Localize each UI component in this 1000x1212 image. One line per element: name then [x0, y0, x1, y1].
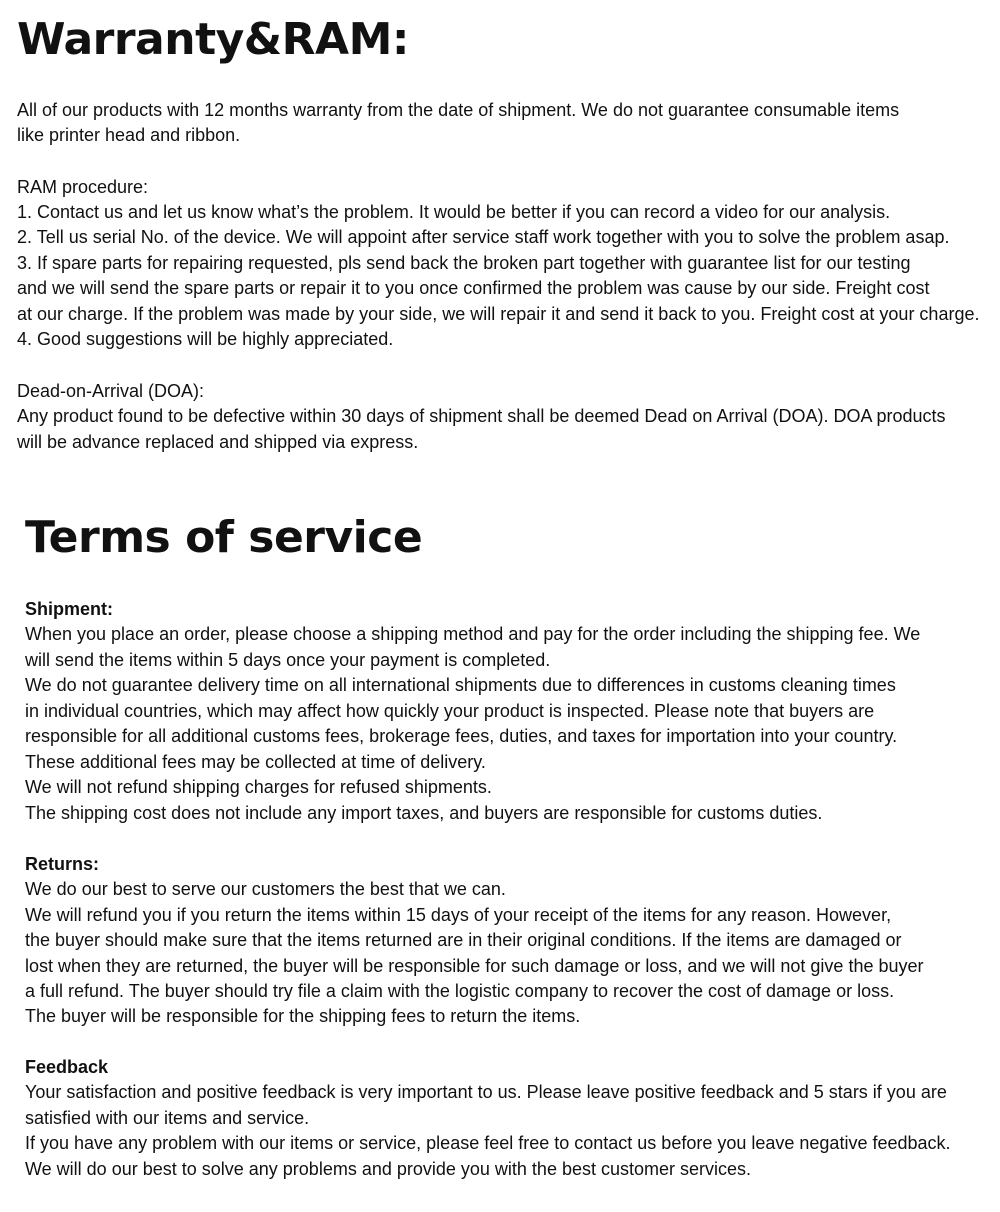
shipment-line: We will not refund shipping charges for refused shipments. — [25, 777, 492, 797]
feedback-heading: Feedback — [25, 1057, 109, 1077]
ram-step-line: 2. Tell us serial No. of the device. We will appoint after service staff work together with you to solve the problem asap. — [17, 227, 950, 247]
terms-title: Terms of service — [25, 512, 423, 563]
ram-step-line: 3. If spare parts for repairing requested, pls send back the broken part together with guarantee list for our testing — [17, 253, 911, 273]
feedback-line: If you have any problem with our items or service, please feel free to contact us before you leave negative feedback. — [25, 1133, 951, 1153]
returns-line: The buyer will be responsible for the shipping fees to return the items. — [25, 1006, 581, 1026]
returns-line: a full refund. The buyer should try file a claim with the logistic company to recover the cost of damage or loss. — [25, 981, 895, 1001]
doa-text-line: Any product found to be defective within 30 days of shipment shall be deemed Dead on Arrival (DOA). DOA products — [17, 406, 946, 426]
doa-text-line: will be advance replaced and shipped via express. — [17, 432, 419, 452]
returns-line: We do our best to serve our customers the best that we can. — [25, 879, 506, 899]
returns-line: lost when they are returned, the buyer will be responsible for such damage or loss, and we will not give the buyer — [25, 956, 924, 976]
returns-line: We will refund you if you return the items within 15 days of your receipt of the items for any reason. However, — [25, 905, 892, 925]
returns-heading: Returns: — [25, 854, 100, 874]
shipment-heading: Shipment: — [25, 599, 113, 619]
ram-step-line: and we will send the spare parts or repair it to you once confirmed the problem was cause by our side. Freight cost — [17, 278, 930, 298]
feedback-line: satisfied with our items and service. — [25, 1108, 310, 1128]
warranty-intro-line: like printer head and ribbon. — [17, 125, 241, 145]
shipment-line: These additional fees may be collected at time of delivery. — [25, 752, 486, 772]
shipment-line: will send the items within 5 days once your payment is completed. — [25, 650, 551, 670]
shipment-line: in individual countries, which may affect how quickly your product is inspected. Please note that buyers are — [25, 701, 875, 721]
shipment-line: When you place an order, please choose a shipping method and pay for the order including the shipping fee. We — [25, 624, 921, 644]
warranty-title: Warranty&RAM: — [17, 14, 409, 65]
warranty-intro-line: All of our products with 12 months warranty from the date of shipment. We do not guarantee consumable items — [17, 100, 900, 120]
feedback-line: Your satisfaction and positive feedback is very important to us. Please leave positive feedback and 5 stars if you are — [25, 1082, 947, 1102]
doa-heading: Dead-on-Arrival (DOA): — [17, 381, 205, 401]
ram-step-line: 1. Contact us and let us know what’s the problem. It would be better if you can record a video for our analysis. — [17, 202, 891, 222]
ram-heading: RAM procedure: — [17, 177, 149, 197]
ram-step-line: 4. Good suggestions will be highly appreciated. — [17, 329, 394, 349]
feedback-line: We will do our best to solve any problems and provide you with the best customer services. — [25, 1159, 752, 1179]
shipment-line: The shipping cost does not include any import taxes, and buyers are responsible for customs duties. — [25, 803, 823, 823]
returns-line: the buyer should make sure that the items returned are in their original conditions. If the items are damaged or — [25, 930, 902, 950]
shipment-line: responsible for all additional customs fees, brokerage fees, duties, and taxes for importation into your country. — [25, 726, 898, 746]
ram-step-line: at our charge. If the problem was made by your side, we will repair it and send it back to you. Freight cost at your charge. — [17, 304, 980, 324]
shipment-line: We do not guarantee delivery time on all international shipments due to differences in customs cleaning times — [25, 675, 896, 695]
